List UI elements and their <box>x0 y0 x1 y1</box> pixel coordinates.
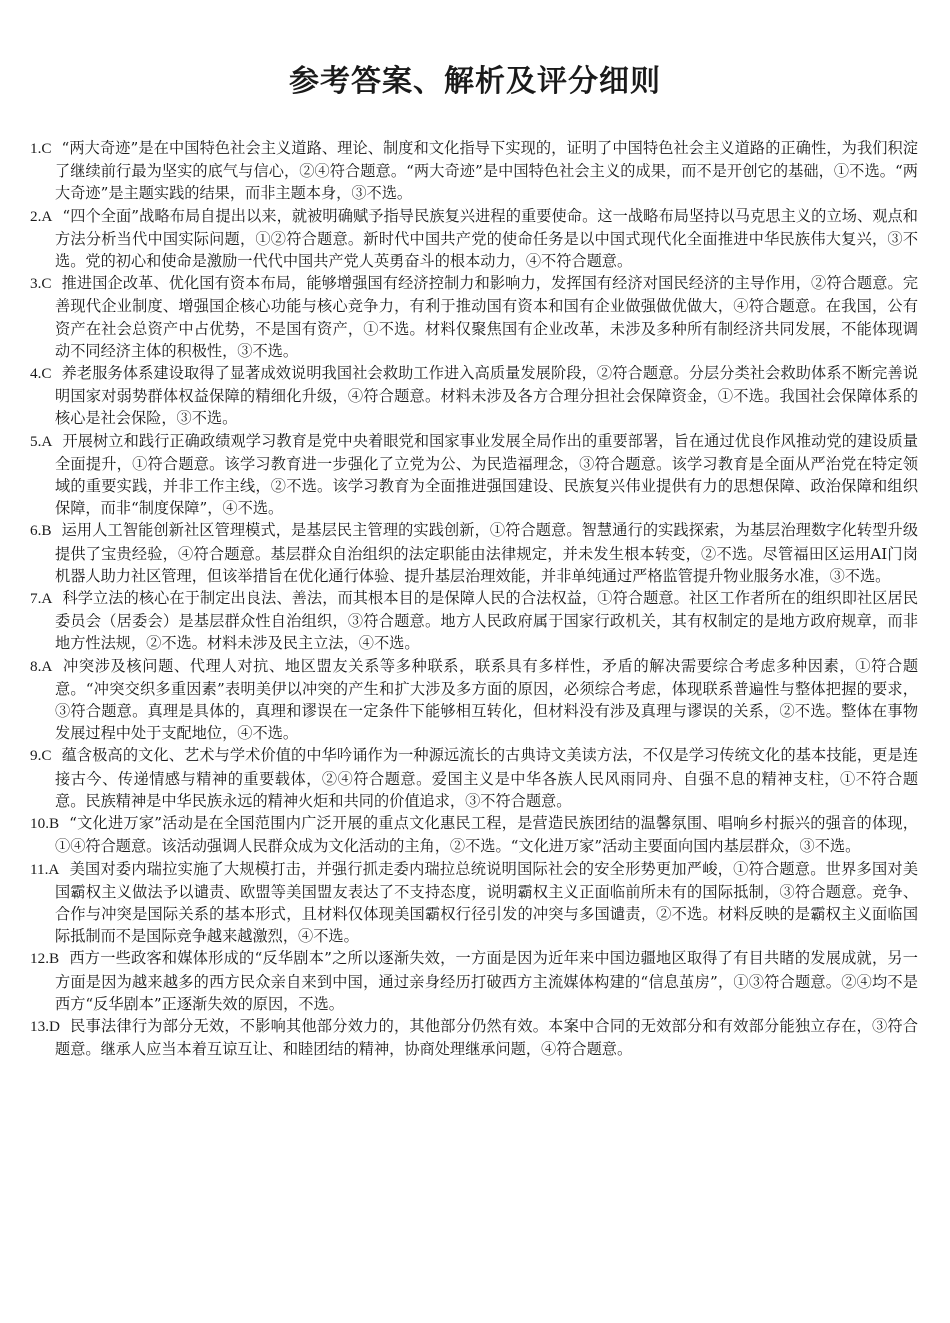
question-answer-label: 7.A <box>30 590 53 608</box>
question-answer-label: 6.B <box>30 522 52 540</box>
answer-list <box>30 137 918 1060</box>
answer-explanation: “文化进万家”活动是在全国范围内广泛开展的重点文化惠民工程，是营造民族团结的温馨氛围、唱响乡村振兴的强音的体现，①④符合题意。该活动强调人民群众成为文化活动的主角，②不选。“文化进万家”活动主要面向国内基层群众，③不选。 <box>55 814 918 856</box>
answer-item <box>30 137 918 205</box>
question-answer-label: 10.B <box>30 815 60 833</box>
question-answer-label: 3.C <box>30 275 52 293</box>
answer-item <box>30 858 918 948</box>
answer-explanation: 西方一些政客和媒体形成的“反华剧本”之所以逐渐失效，一方面是因为近年来中国边疆地区取得了有目共睹的发展成就，另一方面是因为越来越多的西方民众亲自来到中国，通过亲身经历打破西方主流媒体构建的“信息茧房”，①③符合题意。②④均不是西方“反华剧本”正逐渐失效的原因，不选。 <box>55 949 918 1013</box>
answer-item <box>30 519 918 587</box>
answer-item <box>30 430 918 520</box>
answer-item <box>30 1015 918 1060</box>
answer-item <box>30 587 918 655</box>
answer-item <box>30 362 918 430</box>
answer-explanation: 民事法律行为部分无效，不影响其他部分效力的，其他部分仍然有效。本案中合同的无效部分和有效部分能独立存在，③符合题意。继承人应当本着互谅互让、和睦团结的精神，协商处理继承问题，④符合题意。 <box>55 1016 918 1059</box>
answer-explanation: 科学立法的核心在于制定出良法、善法，而其根本目的是保障人民的合法权益，①符合题意。社区工作者所在的组织即社区居民委员会（居委会）是基层群众性自治组织，③符合题意。地方人民政府属于国家行政机关，其有权制定的是地方政府规章，而非地方性法规，②不选。材料未涉及民主立法，④不选。 <box>55 589 918 653</box>
answer-item <box>30 744 918 812</box>
answer-explanation: 蕴含极高的文化、艺术与学术价值的中华吟诵作为一种源远流长的古典诗文美读方法，不仅是学习传统文化的基本技能，更是连接古今、传递情感与精神的重要载体，②④符合题意。爱国主义是中华各族人民风雨同舟、自强不息的精神支柱，①不符合题意。民族精神是中华民族永远的精神火炬和共同的价值追求，③不符合题意。 <box>55 746 918 810</box>
question-answer-label: 2.A <box>30 207 53 225</box>
answer-explanation: 推进国企改革、优化国有资本布局，能够增强国有经济控制力和影响力，发挥国有经济对国民经济的主导作用，②符合题意。完善现代企业制度、增强国企核心功能与核心竞争力，有利于推动国有资本和国有企业做强做优做大，④符合题意。在我国，公有资产在社会总资产中占优势，不是国有资产，①不选。材料仅聚焦国有企业改革，未涉及多种所有制经济共同发展，不能体现调动不同经济主体的积极性，③不选。 <box>55 274 918 360</box>
page-title: 参考答案、解析及评分细则 <box>289 64 661 99</box>
answer-item <box>30 272 918 362</box>
answer-explanation: 养老服务体系建设取得了显著成效说明我国社会救助工作进入高质量发展阶段，②符合题意。分层分类社会救助体系不断完善说明国家对弱势群体权益保障的精细化升级，④符合题意。材料未涉及各方合理分担社会保障资金，①不选。我国社会保障体系的核心是社会保险，③不选。 <box>55 364 918 428</box>
question-answer-label: 8.A <box>30 657 53 675</box>
answer-item <box>30 947 918 1015</box>
answer-item <box>30 205 918 273</box>
question-answer-label: 1.C <box>30 140 52 157</box>
answer-explanation: 开展树立和践行正确政绩观学习教育是党中央着眼党和国家事业发展全局作出的重要部署，旨在通过优良作风推动党的建设质量全面提升，①符合题意。该学习教育进一步强化了立党为公、为民造福理念，③符合题意。该学习教育是全面从严治党在特定领域的重要实践，并非工作主线，②不选。该学习教育为全面推进强国建设、民族复兴伟业提供有力的思想保障、政治保障和组织保障，而非“制度保障”，④不选。 <box>55 431 918 518</box>
answer-explanation: “四个全面”战略布局自提出以来，就被明确赋予指导民族复兴进程的重要使命。这一战略布局坚持以马克思主义的立场、观点和方法分析当代中国实际问题，①②符合题意。新时代中国共产党的使命任务是以中国式现代化全面推进中华民族伟大复兴，③不选。党的初心和使命是激励一代代中国共产党人英勇奋斗的根本动力，④不符合题意。 <box>55 206 918 271</box>
answer-item <box>30 812 918 857</box>
question-answer-label: 9.C <box>30 747 52 765</box>
answer-explanation: 运用人工智能创新社区管理模式，是基层民主管理的实践创新，①符合题意。智慧通行的实践探索，为基层治理数字化转型升级提供了宝贵经验，④符合题意。基层群众自治组织的法定职能由法律规定，并未发生根本转变，②不选。尽管福田区运用AI门岗机器人助力社区管理，但该举措旨在优化通行体验、提升基层治理效能，并非单纯通过严格监管提升物业服务水准，③不选。 <box>55 521 918 585</box>
question-answer-label: 5.A <box>30 432 53 450</box>
question-answer-label: 11.A <box>30 860 60 878</box>
answer-explanation: “两大奇迹”是在中国特色社会主义道路、理论、制度和文化指导下实现的，证明了中国特色社会主义道路的正确性，为我们积淀了继续前行最为坚实的底气与信心，②④符合题意。“两大奇迹”是中国特色社会主义的成果，而不是开创它的基础，①不选。“两大奇迹”是主题实践的结果，而非主题本身，③不选。 <box>55 139 918 203</box>
question-answer-label: 13.D <box>30 1017 60 1035</box>
question-answer-label: 4.C <box>30 365 52 383</box>
answer-explanation: 冲突涉及核问题、代理人对抗、地区盟友关系等多种联系，联系具有多样性，矛盾的解决需要综合考虑多种因素，①符合题意。“冲突交织多重因素”表明美伊以冲突的产生和扩大涉及多方面的原因，必须综合考虑，体现联系普遍性与整体把握的要求，③符合题意。真理是具体的，真理和谬误在一定条件下能够相互转化，但材料没有涉及真理与谬误的关系，②不选。整体在事物发展过程中处于支配地位，④不选。 <box>55 656 918 743</box>
question-answer-label: 12.B <box>30 950 60 968</box>
answer-explanation: 美国对委内瑞拉实施了大规模打击，并强行抓走委内瑞拉总统说明国际社会的安全形势更加严峻，①符合题意。世界多国对美国霸权主义做法予以谴责、欧盟等美国盟友表达了不支持态度，说明霸权主义正面临前所未有的国际抵制，③符合题意。竞争、合作与冲突是国际关系的基本形式，且材料仅体现美国霸权行径引发的冲突与多国谴责，②不选。材料反映的是霸权主义面临国际抵制而不是国际竞争越来越激烈，④不选。 <box>55 859 918 946</box>
answer-item <box>30 655 918 745</box>
